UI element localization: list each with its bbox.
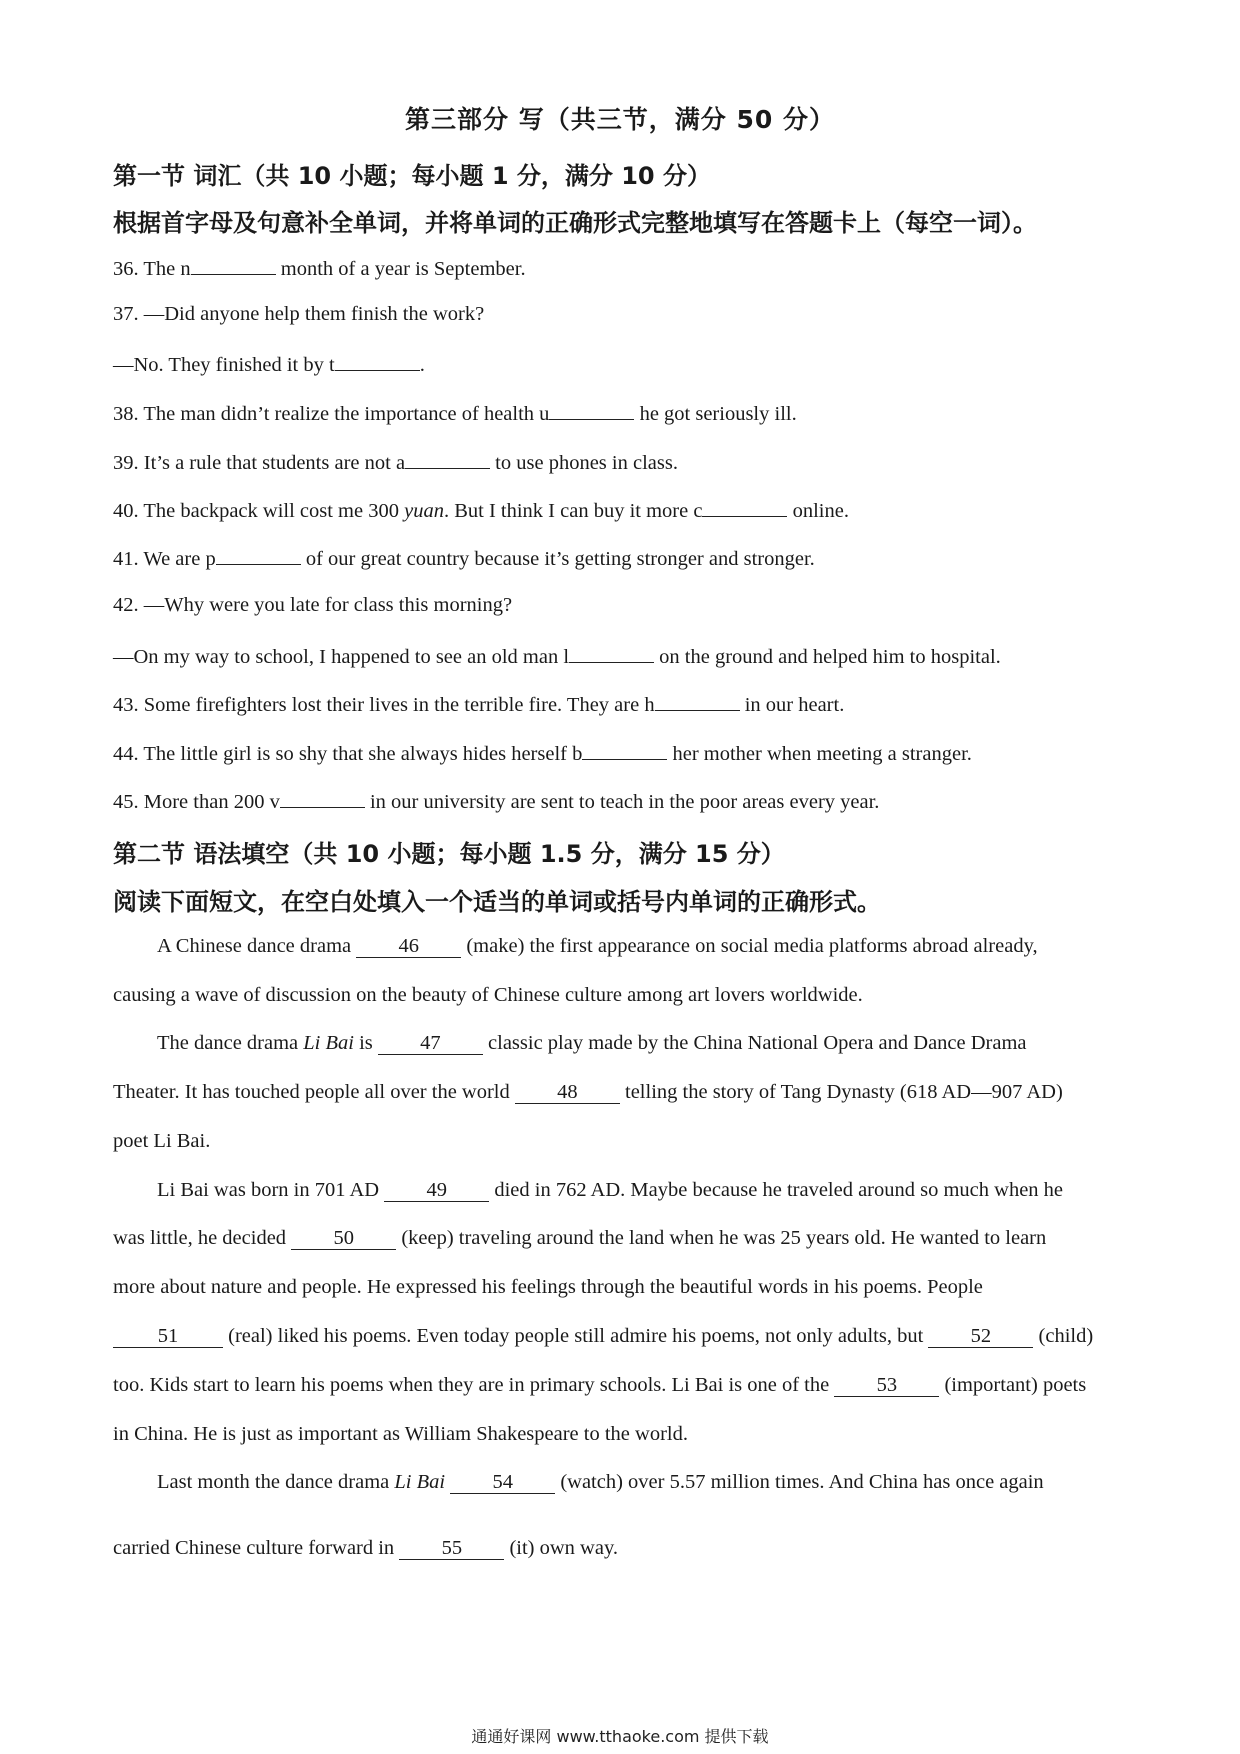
answer-blank-49[interactable]: 49: [384, 1180, 489, 1202]
question-40: 40. The backpack will cost me 300 yuan. But I think I can buy it more c online.: [113, 500, 849, 522]
answer-blank-47[interactable]: 47: [378, 1033, 483, 1055]
answer-blank[interactable]: [655, 692, 740, 711]
passage-p3-line3: more about nature and people. He expressed his feelings through the beautiful words in his poems. People: [113, 1276, 983, 1298]
question-36: 36. The n month of a year is September.: [113, 258, 526, 280]
passage-p3-line6: in China. He is just as important as William Shakespeare to the world.: [113, 1423, 688, 1445]
section2-instruction: 阅读下面短文，在空白处填入一个适当的单词或括号内单词的正确形式。: [113, 888, 881, 916]
section1-heading: 第一节 词汇（共 10 小题；每小题 1 分，满分 10 分）: [113, 162, 711, 190]
footer-source: 通通好课网 www.tthaoke.com 提供下载: [471, 1727, 769, 1746]
answer-blank[interactable]: [280, 789, 365, 808]
answer-blank-51[interactable]: 51: [113, 1326, 223, 1348]
answer-blank[interactable]: [582, 741, 667, 760]
passage-p3-line1: Li Bai was born in 701 AD 49 died in 762 AD. Maybe because he traveled around so much when he: [157, 1179, 1064, 1201]
passage-p2-line1: The dance drama Li Bai is 47 classic play made by the China National Opera and Dance Drama: [157, 1032, 1027, 1054]
answer-blank[interactable]: [335, 352, 420, 371]
answer-blank-46[interactable]: 46: [356, 936, 461, 958]
passage-p4-line1: Last month the dance drama Li Bai 54 (watch) over 5.57 million times. And China has once again: [157, 1471, 1044, 1493]
answer-blank[interactable]: [702, 498, 787, 517]
answer-blank-50[interactable]: 50: [291, 1228, 396, 1250]
question-39: 39. It’s a rule that students are not a to use phones in class.: [113, 452, 678, 474]
answer-blank[interactable]: [216, 546, 301, 565]
answer-blank[interactable]: [191, 256, 276, 275]
passage-p3-line4: 51 (real) liked his poems. Even today people still admire his poems, not only adults, but 52 (child): [113, 1326, 1093, 1348]
answer-blank-54[interactable]: 54: [450, 1472, 555, 1494]
answer-blank-55[interactable]: 55: [399, 1538, 504, 1560]
question-42-line2: —On my way to school, I happened to see an old man l on the ground and helped him to hospital.: [113, 646, 1001, 668]
passage-p1-line1: A Chinese dance drama 46 (make) the first appearance on social media platforms abroad already,: [157, 935, 1038, 957]
question-38: 38. The man didn’t realize the importance of health u he got seriously ill.: [113, 403, 797, 425]
passage-p1-line2: causing a wave of discussion on the beauty of Chinese culture among art lovers worldwide.: [113, 984, 863, 1006]
answer-blank[interactable]: [569, 644, 654, 663]
question-37-line1: 37. —Did anyone help them finish the work?: [113, 303, 485, 325]
question-41: 41. We are p of our great country because it’s getting stronger and stronger.: [113, 548, 815, 570]
passage-p3-line5: too. Kids start to learn his poems when they are in primary schools. Li Bai is one of the 53 (important) poets: [113, 1374, 1087, 1396]
answer-blank-53[interactable]: 53: [834, 1375, 939, 1397]
passage-p2-line3: poet Li Bai.: [113, 1130, 211, 1152]
section1-instruction: 根据首字母及句意补全单词，并将单词的正确形式完整地填写在答题卡上（每空一词）。: [113, 209, 1037, 237]
answer-blank[interactable]: [549, 401, 634, 420]
answer-blank-48[interactable]: 48: [515, 1082, 620, 1104]
passage-p4-line2: carried Chinese culture forward in 55 (it) own way.: [113, 1537, 618, 1559]
question-42-line1: 42. —Why were you late for class this morning?: [113, 594, 513, 616]
answer-blank-52[interactable]: 52: [928, 1326, 1033, 1348]
answer-blank[interactable]: [405, 450, 490, 469]
section2-heading: 第二节 语法填空（共 10 小题；每小题 1.5 分，满分 15 分）: [113, 840, 785, 868]
question-45: 45. More than 200 v in our university are sent to teach in the poor areas every year.: [113, 791, 880, 813]
question-44: 44. The little girl is so shy that she always hides herself b her mother when meeting a stranger.: [113, 743, 972, 765]
passage-p2-line2: Theater. It has touched people all over the world 48 telling the story of Tang Dynasty (618 AD—907 AD): [113, 1081, 1063, 1103]
question-37-line2: —No. They finished it by t .: [113, 354, 425, 376]
question-43: 43. Some firefighters lost their lives in the terrible fire. They are h in our heart.: [113, 694, 845, 716]
passage-p3-line2: was little, he decided 50 (keep) traveling around the land when he was 25 years old. He wanted to learn: [113, 1227, 1047, 1249]
part-title: 第三部分 写（共三节，满分 50 分）: [405, 105, 835, 134]
